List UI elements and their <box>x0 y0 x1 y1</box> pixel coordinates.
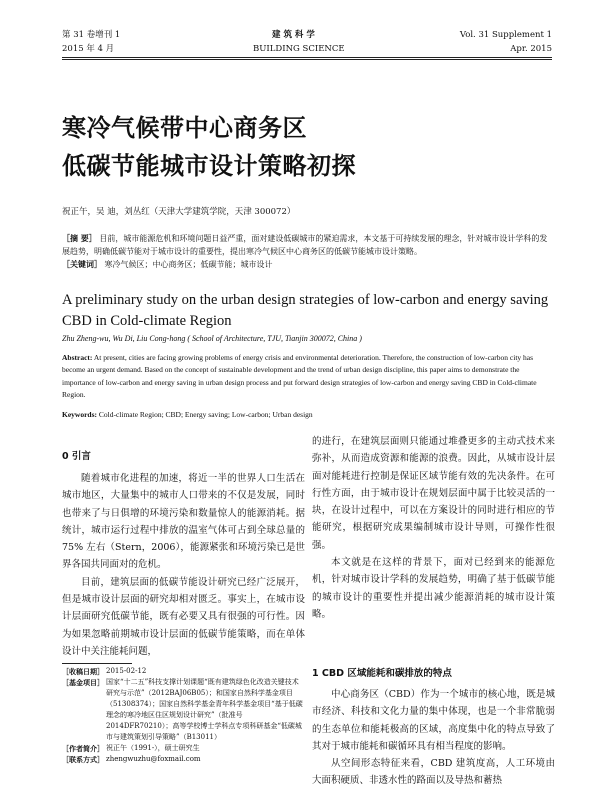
header-rule-secondary <box>62 59 552 60</box>
abstract-en <box>62 352 552 401</box>
footnote-rule <box>62 663 132 664</box>
footnotes <box>62 666 305 765</box>
section-1-paragraph-2: 从空间形态特征来看，CBD 建筑度高，人工环境由大面积硬质、非透水性的路面以及导热和蓄热 <box>312 758 555 787</box>
section-0-paragraph-1: 随着城市化进程的加速，将近一半的世界人口生活在城市地区，大量集中的城市人口带来的不仅是发展，同时也带来了与日俱增的环境污染和数量惊人的能源消耗。据统计，城市运行过程中排放的温室气体可占到全球总量的 75% 左右（Stern，2006），能源紧张和环境污染已是世界各国共同面对的危机。 <box>62 473 305 571</box>
header-rule <box>62 57 552 58</box>
footnote-contact <box>62 754 305 765</box>
english-title: A preliminary study on the urban design strategies of low-carbon and energy saving CBD in Cold-climate Region <box>62 292 549 329</box>
journal-volume-en: Vol. 31 Supplement 1 <box>459 30 552 40</box>
footnote-received <box>62 666 305 677</box>
section-0-heading: 0 引言 <box>62 451 91 462</box>
left-column <box>62 470 305 677</box>
english-authors: Zhu Zheng-wu, Wu Di, Liu Cong-hong ( School of Architecture, TJU, Tianjin 300072, China ) <box>62 334 362 343</box>
keywords-cn-label: ［关键词］ <box>62 259 102 269</box>
section-1-paragraph-1: 中心商务区（CBD）作为一个城市的核心地，既是城市经济、科技和文化力量的集中体现，也是一个非常脆弱的生态单位和能耗极高的区域，高度集中化的特点导致了其对于城市能耗和碳循环具有相当程度的影响。 <box>312 689 555 752</box>
paper-title-line1: 寒冷气候带中心商务区 <box>62 114 307 142</box>
footnote-author-bio <box>62 743 305 754</box>
abstract-cn-label: ［摘 要］ <box>62 233 97 243</box>
journal-date-en: Apr. 2015 <box>510 44 552 54</box>
paper-title-line2: 低碳节能城市设计策略初探 <box>62 152 356 180</box>
right-column-section-1 <box>312 686 555 790</box>
section-1-heading: 1 CBD 区域能耗和碳排放的特点 <box>312 668 452 679</box>
keywords-cn <box>62 258 552 272</box>
section-0-paragraph-2: 目前，建筑层面的低碳节能设计研究已经广泛展开，但是城市设计层面的研究却相对匮乏。事实上，在城市设计层面研究低碳节能，既有必要又具有很强的可行性。因为如果忽略前期城市设计层面的低碳节能策略，而在单体设计中关注能耗问题， <box>62 576 305 657</box>
keywords-en-label: Keywords: <box>62 410 97 419</box>
footnote-label: ［基金项目］ <box>62 678 104 687</box>
footnote-value: 2015-02-12 <box>106 667 147 675</box>
footnote-value: 国家“十二五”科技支撑计划课题“既有建筑绿色化改造关键技术研究与示范”（2012BAJ06B05）；和国家自然科学基金项目（51308374）；国家自然科学基金青年科学基金项目“基于低碳理念的寒冷地区住区规划设计研究”（批准号 2014DFR70210）；高等学校博士学科点专项科研基金“低碳城市与建筑策划引导策略”（B13011） <box>106 678 303 741</box>
abstract-cn <box>62 232 552 258</box>
footnote-label: ［收稿日期］ <box>62 667 104 676</box>
abstract-en-text: At present, cities are facing growing problems of energy crisis and environmental deterioration. Therefore, the construction of low-carbon city has become an urgent demand. Based on the concept of sustainable development and the trend of urban design discipline, this paper aims to demonstrate the importance of low-carbon and energy saving in urban design process and put forward design strategies of low-carbon and energy saving CBD in Cold-climate Region. <box>62 353 537 399</box>
journal-name: 建 筑 科 学 <box>272 30 315 40</box>
journal-name-en: BUILDING SCIENCE <box>253 44 345 54</box>
authors-cn: 祝正午，吴 迪，刘丛红（天津大学建筑学院，天津 300072） <box>62 207 296 217</box>
journal-volume: 第 31 卷增刊 1 <box>62 30 121 40</box>
right-column <box>312 433 555 623</box>
section-0-paragraph-2-continued: 的进行，在建筑层面则只能通过堆叠更多的主动式技术来弥补，从而造成资源和能源的浪费。因此，从城市设计层面对能耗进行控制是保证区域节能有效的先决条件。在可行性方面，由于城市设计在规划层面中属于比较灵活的一块，在设计过程中，可以在方案设计的同时进行相应的节能研究，根据研究成果编制城市设计导则，可操作性很强。 <box>312 436 555 551</box>
keywords-cn-text: 寒冷气候区；中心商务区；低碳节能；城市设计 <box>104 260 273 269</box>
abstract-cn-text: 目前，城市能源危机和环境问题日益严重，面对建设低碳城市的紧迫需求，本文基于可持续发展的理念，针对城市设计学科的发展趋势，明确低碳节能对于城市设计的重要性，提出寒冷气候区中心商务区的低碳节能城市设计策略。 <box>62 234 548 256</box>
abstract-en-label: Abstract: <box>62 353 93 362</box>
journal-date: 2015 年 4 月 <box>62 44 115 54</box>
footnote-funding <box>62 677 305 743</box>
keywords-en <box>62 409 552 422</box>
footnote-label: ［联系方式］ <box>62 755 104 764</box>
footnote-value: 祝正午（1991-），硕士研究生 <box>106 744 200 752</box>
footnote-email: zhengwuzhu@foxmail.com <box>106 755 201 763</box>
footnote-label: ［作者简介］ <box>62 744 104 753</box>
keywords-en-text: Cold-climate Region; CBD; Energy saving; Low-carbon; Urban design <box>98 410 313 419</box>
section-0-paragraph-3: 本文就是在这样的背景下，面对已经到来的能源危机，针对城市设计学科的发展趋势，明确了基于低碳节能的城市设计的重要性并提出减少能源消耗的城市设计策略。 <box>312 557 555 620</box>
